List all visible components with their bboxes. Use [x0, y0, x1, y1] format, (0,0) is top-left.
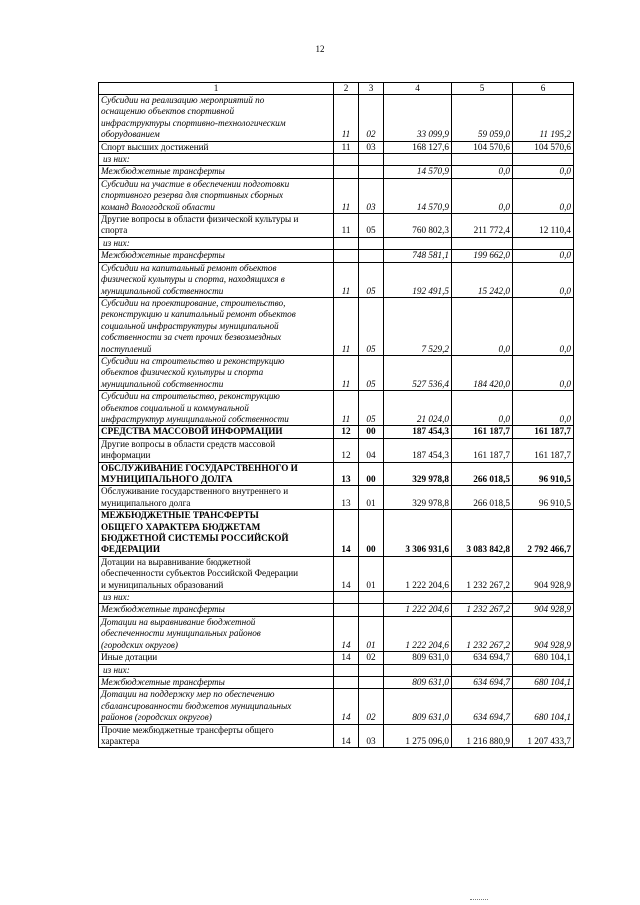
subsection-code-cell: 03 [359, 178, 384, 213]
row-name-cell: Межбюджетные трансферты [99, 604, 334, 616]
section-code-cell: 13 [334, 486, 359, 510]
amount-year3-cell: 161 187,7 [513, 438, 574, 462]
section-code-cell: 11 [334, 391, 359, 426]
table-row [99, 462, 574, 486]
amount-year3-cell [513, 664, 574, 676]
row-name-cell: Межбюджетные трансферты [99, 166, 334, 178]
section-code-cell: 14 [334, 616, 359, 651]
section-code-cell: 14 [334, 556, 359, 591]
table-row [99, 166, 574, 178]
section-code-cell: 11 [334, 297, 359, 355]
amount-year3-cell: 11 195,2 [513, 95, 574, 142]
subsection-code-cell [359, 154, 384, 166]
subsection-code-cell [359, 166, 384, 178]
amount-year3-cell: 680 104,1 [513, 652, 574, 664]
amount-year2-cell: 211 772,4 [452, 214, 513, 238]
amount-year2-cell: 634 694,7 [452, 652, 513, 664]
amount-year1-cell: 14 570,9 [384, 166, 452, 178]
table-row [99, 214, 574, 238]
subsection-code-cell: 05 [359, 297, 384, 355]
amount-year2-cell: 0,0 [452, 178, 513, 213]
row-name-cell: Спорт высших достижений [99, 141, 334, 153]
subsection-code-cell [359, 237, 384, 249]
amount-year3-cell: 904 928,9 [513, 604, 574, 616]
amount-year2-cell: 59 059,0 [452, 95, 513, 142]
row-name-cell: Межбюджетные трансферты [99, 250, 334, 262]
amount-year1-cell: 192 491,5 [384, 262, 452, 297]
subsection-code-cell: 05 [359, 262, 384, 297]
subsection-code-cell: 03 [359, 141, 384, 153]
table-row [99, 95, 574, 142]
subsection-code-cell: 03 [359, 724, 384, 748]
subsection-code-cell [359, 604, 384, 616]
table-row [99, 604, 574, 616]
amount-year1-cell: 809 631,0 [384, 652, 452, 664]
table-row [99, 297, 574, 355]
subsection-code-cell: 02 [359, 652, 384, 664]
amount-year3-cell: 12 110,4 [513, 214, 574, 238]
row-name-cell: ОБСЛУЖИВАНИЕ ГОСУДАРСТВЕННОГО И МУНИЦИПАЛЬНОГО ДОЛГА [99, 462, 334, 486]
amount-year2-cell: 1 232 267,2 [452, 556, 513, 591]
subsection-code-cell: 02 [359, 689, 384, 724]
amount-year3-cell: 904 928,9 [513, 556, 574, 591]
table-row [99, 689, 574, 724]
header-cell-6: 6 [513, 83, 574, 95]
budget-table [98, 82, 574, 748]
amount-year3-cell [513, 592, 574, 604]
amount-year3-cell: 0,0 [513, 391, 574, 426]
row-name-cell: Другие вопросы в области средств массовой информации [99, 438, 334, 462]
section-code-cell: 11 [334, 355, 359, 390]
section-code-cell [334, 166, 359, 178]
row-name-cell: Субсидии на участие в обеспечении подготовки спортивного резерва для спортивных сборных команд Вологодской области [99, 178, 334, 213]
subsection-code-cell: 01 [359, 486, 384, 510]
section-code-cell [334, 604, 359, 616]
amount-year2-cell: 199 662,0 [452, 250, 513, 262]
section-code-cell: 14 [334, 510, 359, 557]
row-name-cell: Субсидии на реализацию мероприятий по оснащению объектов спортивной инфраструктуры спортивно-технологическим оборудованием [99, 95, 334, 142]
amount-year3-cell [513, 154, 574, 166]
amount-year1-cell: 809 631,0 [384, 689, 452, 724]
row-name-cell: Дотации на выравнивание бюджетной обеспеченности субъектов Российской Федерации и муниципальных образований [99, 556, 334, 591]
amount-year1-cell: 1 222 204,6 [384, 616, 452, 651]
row-name-cell: Прочие межбюджетные трансферты общего характера [99, 724, 334, 748]
amount-year2-cell [452, 237, 513, 249]
table-row [99, 355, 574, 390]
section-code-cell: 14 [334, 689, 359, 724]
scan-mark [470, 895, 488, 900]
amount-year1-cell: 329 978,8 [384, 486, 452, 510]
amount-year3-cell: 0,0 [513, 178, 574, 213]
amount-year1-cell: 760 802,3 [384, 214, 452, 238]
subsection-code-cell [359, 250, 384, 262]
header-cell-5: 5 [452, 83, 513, 95]
amount-year1-cell: 187 454,3 [384, 438, 452, 462]
amount-year1-cell: 809 631,0 [384, 676, 452, 688]
table-row [99, 616, 574, 651]
row-name-cell: из них: [99, 237, 334, 249]
section-code-cell [334, 664, 359, 676]
amount-year3-cell: 96 910,5 [513, 462, 574, 486]
amount-year1-cell: 1 222 204,6 [384, 604, 452, 616]
table-row [99, 178, 574, 213]
section-code-cell: 11 [334, 95, 359, 142]
amount-year1-cell: 168 127,6 [384, 141, 452, 153]
row-name-cell: Иные дотации [99, 652, 334, 664]
row-name-cell: Субсидии на строительство и реконструкцию объектов физической культуры и спорта муниципальной собственности [99, 355, 334, 390]
table-row [99, 262, 574, 297]
amount-year3-cell: 161 187,7 [513, 426, 574, 438]
table-row [99, 510, 574, 557]
table-row [99, 486, 574, 510]
section-code-cell: 11 [334, 141, 359, 153]
amount-year1-cell: 7 529,2 [384, 297, 452, 355]
table-row [99, 664, 574, 676]
subsection-code-cell [359, 676, 384, 688]
amount-year1-cell [384, 592, 452, 604]
amount-year3-cell: 104 570,6 [513, 141, 574, 153]
table-row [99, 391, 574, 426]
amount-year2-cell: 104 570,6 [452, 141, 513, 153]
subsection-code-cell: 05 [359, 355, 384, 390]
table-row [99, 438, 574, 462]
header-cell-4: 4 [384, 83, 452, 95]
table-row [99, 676, 574, 688]
page-number: 12 [315, 44, 325, 54]
amount-year3-cell: 2 792 466,7 [513, 510, 574, 557]
section-code-cell: 12 [334, 426, 359, 438]
amount-year2-cell [452, 664, 513, 676]
table-row [99, 592, 574, 604]
row-name-cell: Другие вопросы в области физической культуры и спорта [99, 214, 334, 238]
amount-year1-cell: 14 570,9 [384, 178, 452, 213]
subsection-code-cell: 00 [359, 426, 384, 438]
row-name-cell: Межбюджетные трансферты [99, 676, 334, 688]
amount-year2-cell: 0,0 [452, 297, 513, 355]
amount-year1-cell [384, 154, 452, 166]
amount-year2-cell: 15 242,0 [452, 262, 513, 297]
amount-year3-cell: 0,0 [513, 355, 574, 390]
table-row [99, 426, 574, 438]
amount-year1-cell: 33 099,9 [384, 95, 452, 142]
header-row [99, 83, 574, 95]
amount-year3-cell: 0,0 [513, 250, 574, 262]
section-code-cell [334, 154, 359, 166]
subsection-code-cell: 04 [359, 438, 384, 462]
amount-year2-cell [452, 154, 513, 166]
amount-year2-cell: 266 018,5 [452, 462, 513, 486]
amount-year1-cell: 329 978,8 [384, 462, 452, 486]
subsection-code-cell: 01 [359, 556, 384, 591]
row-name-cell: СРЕДСТВА МАССОВОЙ ИНФОРМАЦИИ [99, 426, 334, 438]
amount-year2-cell: 0,0 [452, 391, 513, 426]
section-code-cell [334, 676, 359, 688]
subsection-code-cell: 00 [359, 462, 384, 486]
amount-year2-cell: 184 420,0 [452, 355, 513, 390]
header-cell-3: 3 [359, 83, 384, 95]
section-code-cell: 12 [334, 438, 359, 462]
subsection-code-cell [359, 664, 384, 676]
amount-year1-cell: 1 222 204,6 [384, 556, 452, 591]
amount-year3-cell: 0,0 [513, 262, 574, 297]
amount-year1-cell [384, 664, 452, 676]
amount-year3-cell: 904 928,9 [513, 616, 574, 651]
section-code-cell: 14 [334, 652, 359, 664]
row-name-cell: Субсидии на капитальный ремонт объектов физической культуры и спорта, находящихся в муниципальной собственности [99, 262, 334, 297]
amount-year1-cell: 1 275 096,0 [384, 724, 452, 748]
amount-year2-cell: 1 232 267,2 [452, 604, 513, 616]
table-row [99, 652, 574, 664]
amount-year3-cell: 0,0 [513, 297, 574, 355]
amount-year2-cell: 1 232 267,2 [452, 616, 513, 651]
header-cell-1: 1 [99, 83, 334, 95]
budget-table-body [99, 83, 574, 748]
amount-year2-cell: 161 187,7 [452, 426, 513, 438]
amount-year2-cell: 266 018,5 [452, 486, 513, 510]
table-row [99, 237, 574, 249]
row-name-cell: из них: [99, 154, 334, 166]
amount-year3-cell: 96 910,5 [513, 486, 574, 510]
section-code-cell [334, 250, 359, 262]
section-code-cell: 13 [334, 462, 359, 486]
amount-year2-cell: 634 694,7 [452, 689, 513, 724]
table-row [99, 141, 574, 153]
amount-year2-cell: 0,0 [452, 166, 513, 178]
subsection-code-cell: 02 [359, 95, 384, 142]
amount-year2-cell: 1 216 880,9 [452, 724, 513, 748]
amount-year3-cell: 680 104,1 [513, 689, 574, 724]
amount-year2-cell [452, 592, 513, 604]
section-code-cell [334, 592, 359, 604]
amount-year2-cell: 161 187,7 [452, 438, 513, 462]
table-row [99, 154, 574, 166]
section-code-cell: 11 [334, 214, 359, 238]
table-row [99, 250, 574, 262]
section-code-cell: 11 [334, 178, 359, 213]
subsection-code-cell: 05 [359, 214, 384, 238]
amount-year1-cell [384, 237, 452, 249]
amount-year3-cell: 1 207 433,7 [513, 724, 574, 748]
row-name-cell: Обслуживание государственного внутреннего и муниципального долга [99, 486, 334, 510]
subsection-code-cell: 01 [359, 616, 384, 651]
subsection-code-cell: 05 [359, 391, 384, 426]
table-row [99, 724, 574, 748]
table-row [99, 556, 574, 591]
amount-year3-cell [513, 237, 574, 249]
amount-year2-cell: 3 083 842,8 [452, 510, 513, 557]
row-name-cell: Субсидии на строительство, реконструкцию объектов социальной и коммунальной инфраструктур муниципальной собственности [99, 391, 334, 426]
row-name-cell: из них: [99, 664, 334, 676]
amount-year2-cell: 634 694,7 [452, 676, 513, 688]
section-code-cell: 11 [334, 262, 359, 297]
row-name-cell: Дотации на поддержку мер по обеспечению сбалансированности бюджетов муниципальных районов (городских округов) [99, 689, 334, 724]
amount-year1-cell: 527 536,4 [384, 355, 452, 390]
subsection-code-cell [359, 592, 384, 604]
row-name-cell: Субсидии на проектирование, строительство, реконструкцию и капитальный ремонт объектов социальной инфраструктуры муниципальной собственности за счет прочих безвозмездных поступлений [99, 297, 334, 355]
row-name-cell: МЕЖБЮДЖЕТНЫЕ ТРАНСФЕРТЫ ОБЩЕГО ХАРАКТЕРА БЮДЖЕТАМ БЮДЖЕТНОЙ СИСТЕМЫ РОССИЙСКОЙ ФЕДЕРАЦИИ [99, 510, 334, 557]
section-code-cell: 14 [334, 724, 359, 748]
amount-year1-cell: 3 306 931,6 [384, 510, 452, 557]
row-name-cell: из них: [99, 592, 334, 604]
subsection-code-cell: 00 [359, 510, 384, 557]
section-code-cell [334, 237, 359, 249]
amount-year1-cell: 21 024,0 [384, 391, 452, 426]
amount-year1-cell: 748 581,1 [384, 250, 452, 262]
amount-year3-cell: 680 104,1 [513, 676, 574, 688]
amount-year1-cell: 187 454,3 [384, 426, 452, 438]
header-cell-2: 2 [334, 83, 359, 95]
row-name-cell: Дотации на выравнивание бюджетной обеспеченности муниципальных районов (городских округов) [99, 616, 334, 651]
amount-year3-cell: 0,0 [513, 166, 574, 178]
